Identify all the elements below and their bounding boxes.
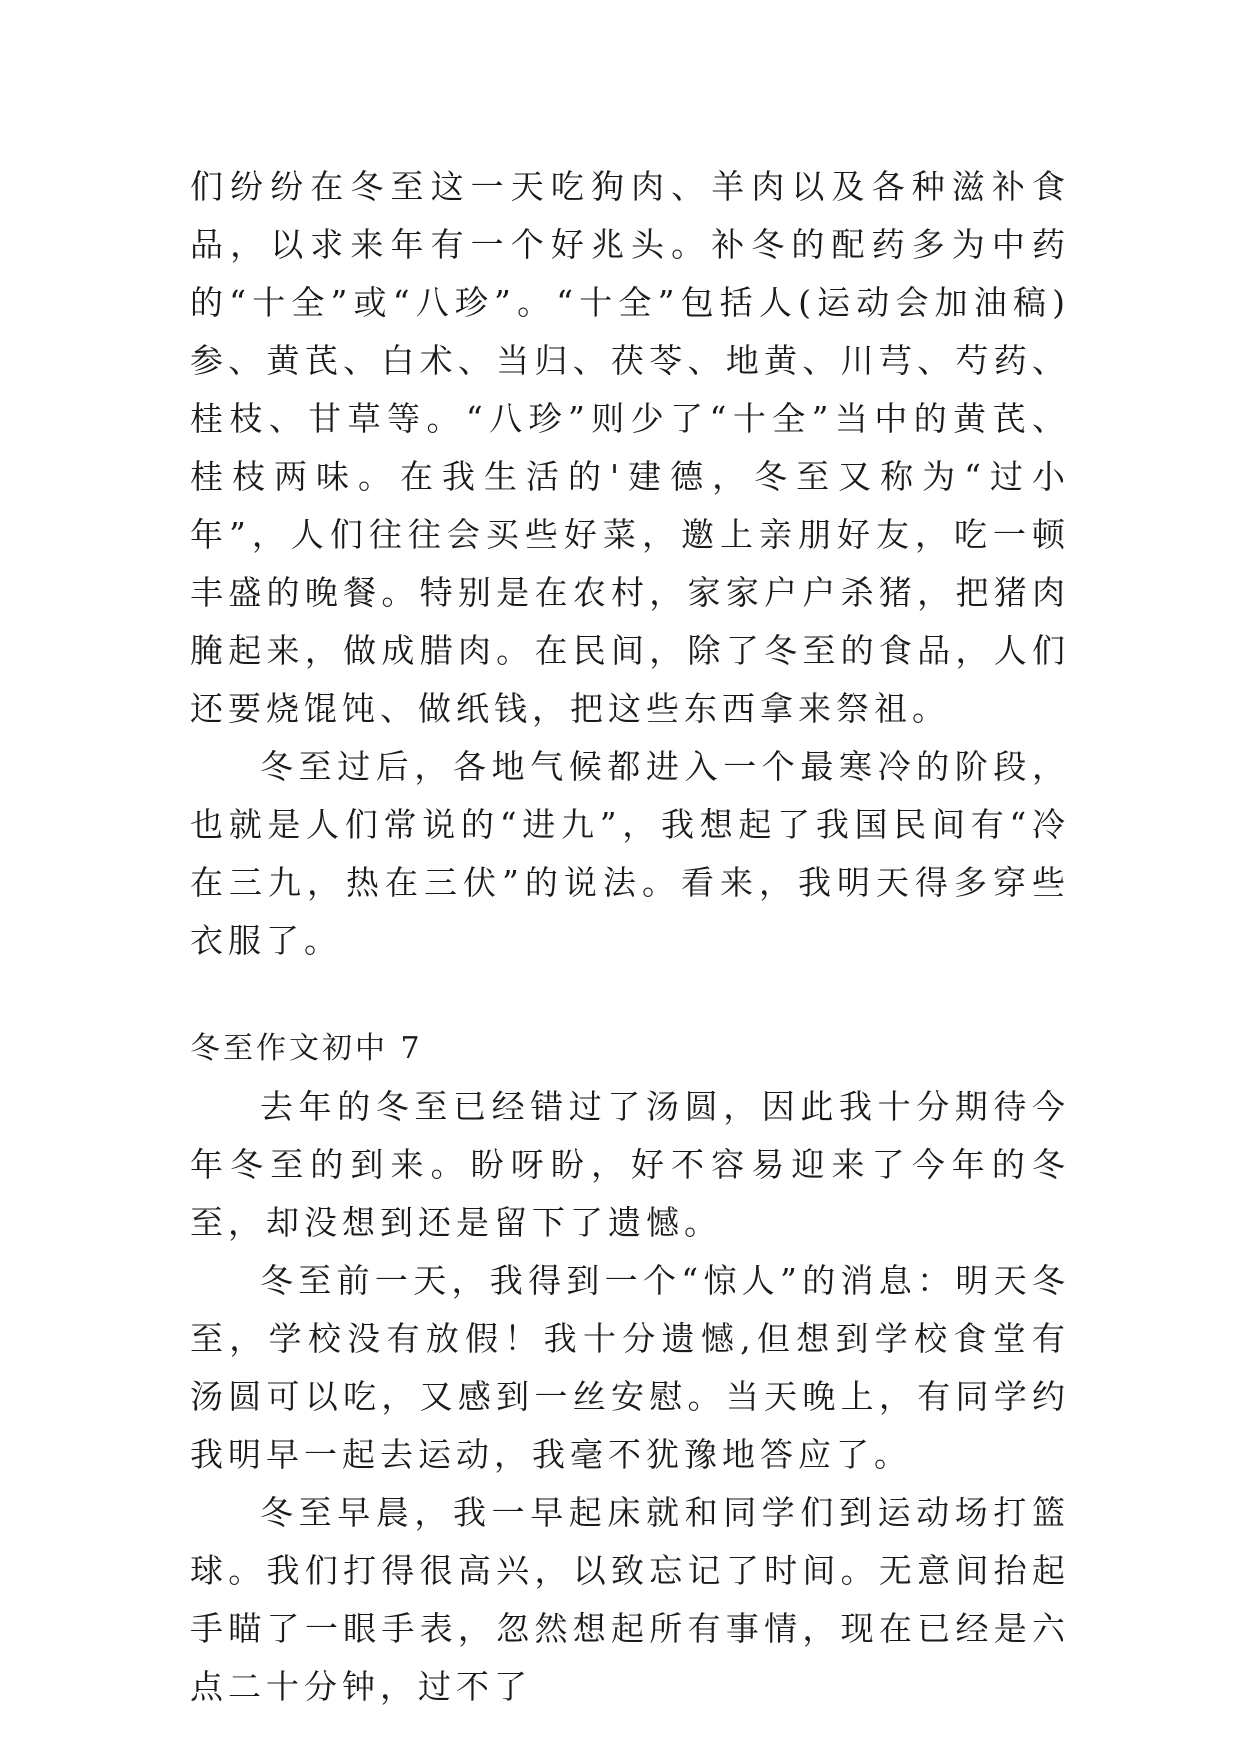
essay-heading: 冬至作文初中 7	[190, 1031, 423, 1066]
paragraph-winter-cold: 冬至过后，各地气候都进入一个最寒冷的阶段，也就是人们常说的“进九”，我想起了我国民间有“冷在三九，热在三伏”的说法。看来，我明天得多穿些衣服了。	[190, 747, 1070, 960]
paragraph-last-year: 去年的冬至已经错过了汤圆，因此我十分期待今年冬至的到来。盼呀盼，好不容易迎来了今年的冬至，却没想到还是留下了遗憾。	[190, 1087, 1070, 1242]
paragraph-day-before: 冬至前一天，我得到一个“惊人”的消息：明天冬至，学校没有放假！我十分遗憾,但想到学校食堂有汤圆可以吃，又感到一丝安慰。当天晚上，有同学约我明早一起去运动，我毫不犹豫地答应了。	[190, 1261, 1070, 1474]
paragraph-continuation: 们纷纷在冬至这一天吃狗肉、羊肉以及各种滋补食品，以求来年有一个好兆头。补冬的配药多为中药的“十全”或“八珍”。“十全”包括人(运动会加油稿)参、黄芪、白术、当归、茯苓、地黄、川芎、芍药、桂枝、甘草等。“八珍”则少了“十全”当中的黄芪、桂枝两味。在我生活的'建德，冬至又称为“过小年”，人们往往会买些好菜，邀上亲朋好友，吃一顿丰盛的晚餐。特别是在农村，家家户户杀猪，把猪肉腌起来，做成腊肉。在民间，除了冬至的食品，人们还要烧馄饨、做纸钱，把这些东西拿来祭祖。	[190, 167, 1070, 728]
document-body	[190, 158, 1070, 1716]
paragraph-morning: 冬至早晨，我一早起床就和同学们到运动场打篮球。我们打得很高兴，以致忘记了时间。无意间抬起手瞄了一眼手表，忽然想起所有事情，现在已经是六点二十分钟，过不了	[190, 1493, 1070, 1706]
